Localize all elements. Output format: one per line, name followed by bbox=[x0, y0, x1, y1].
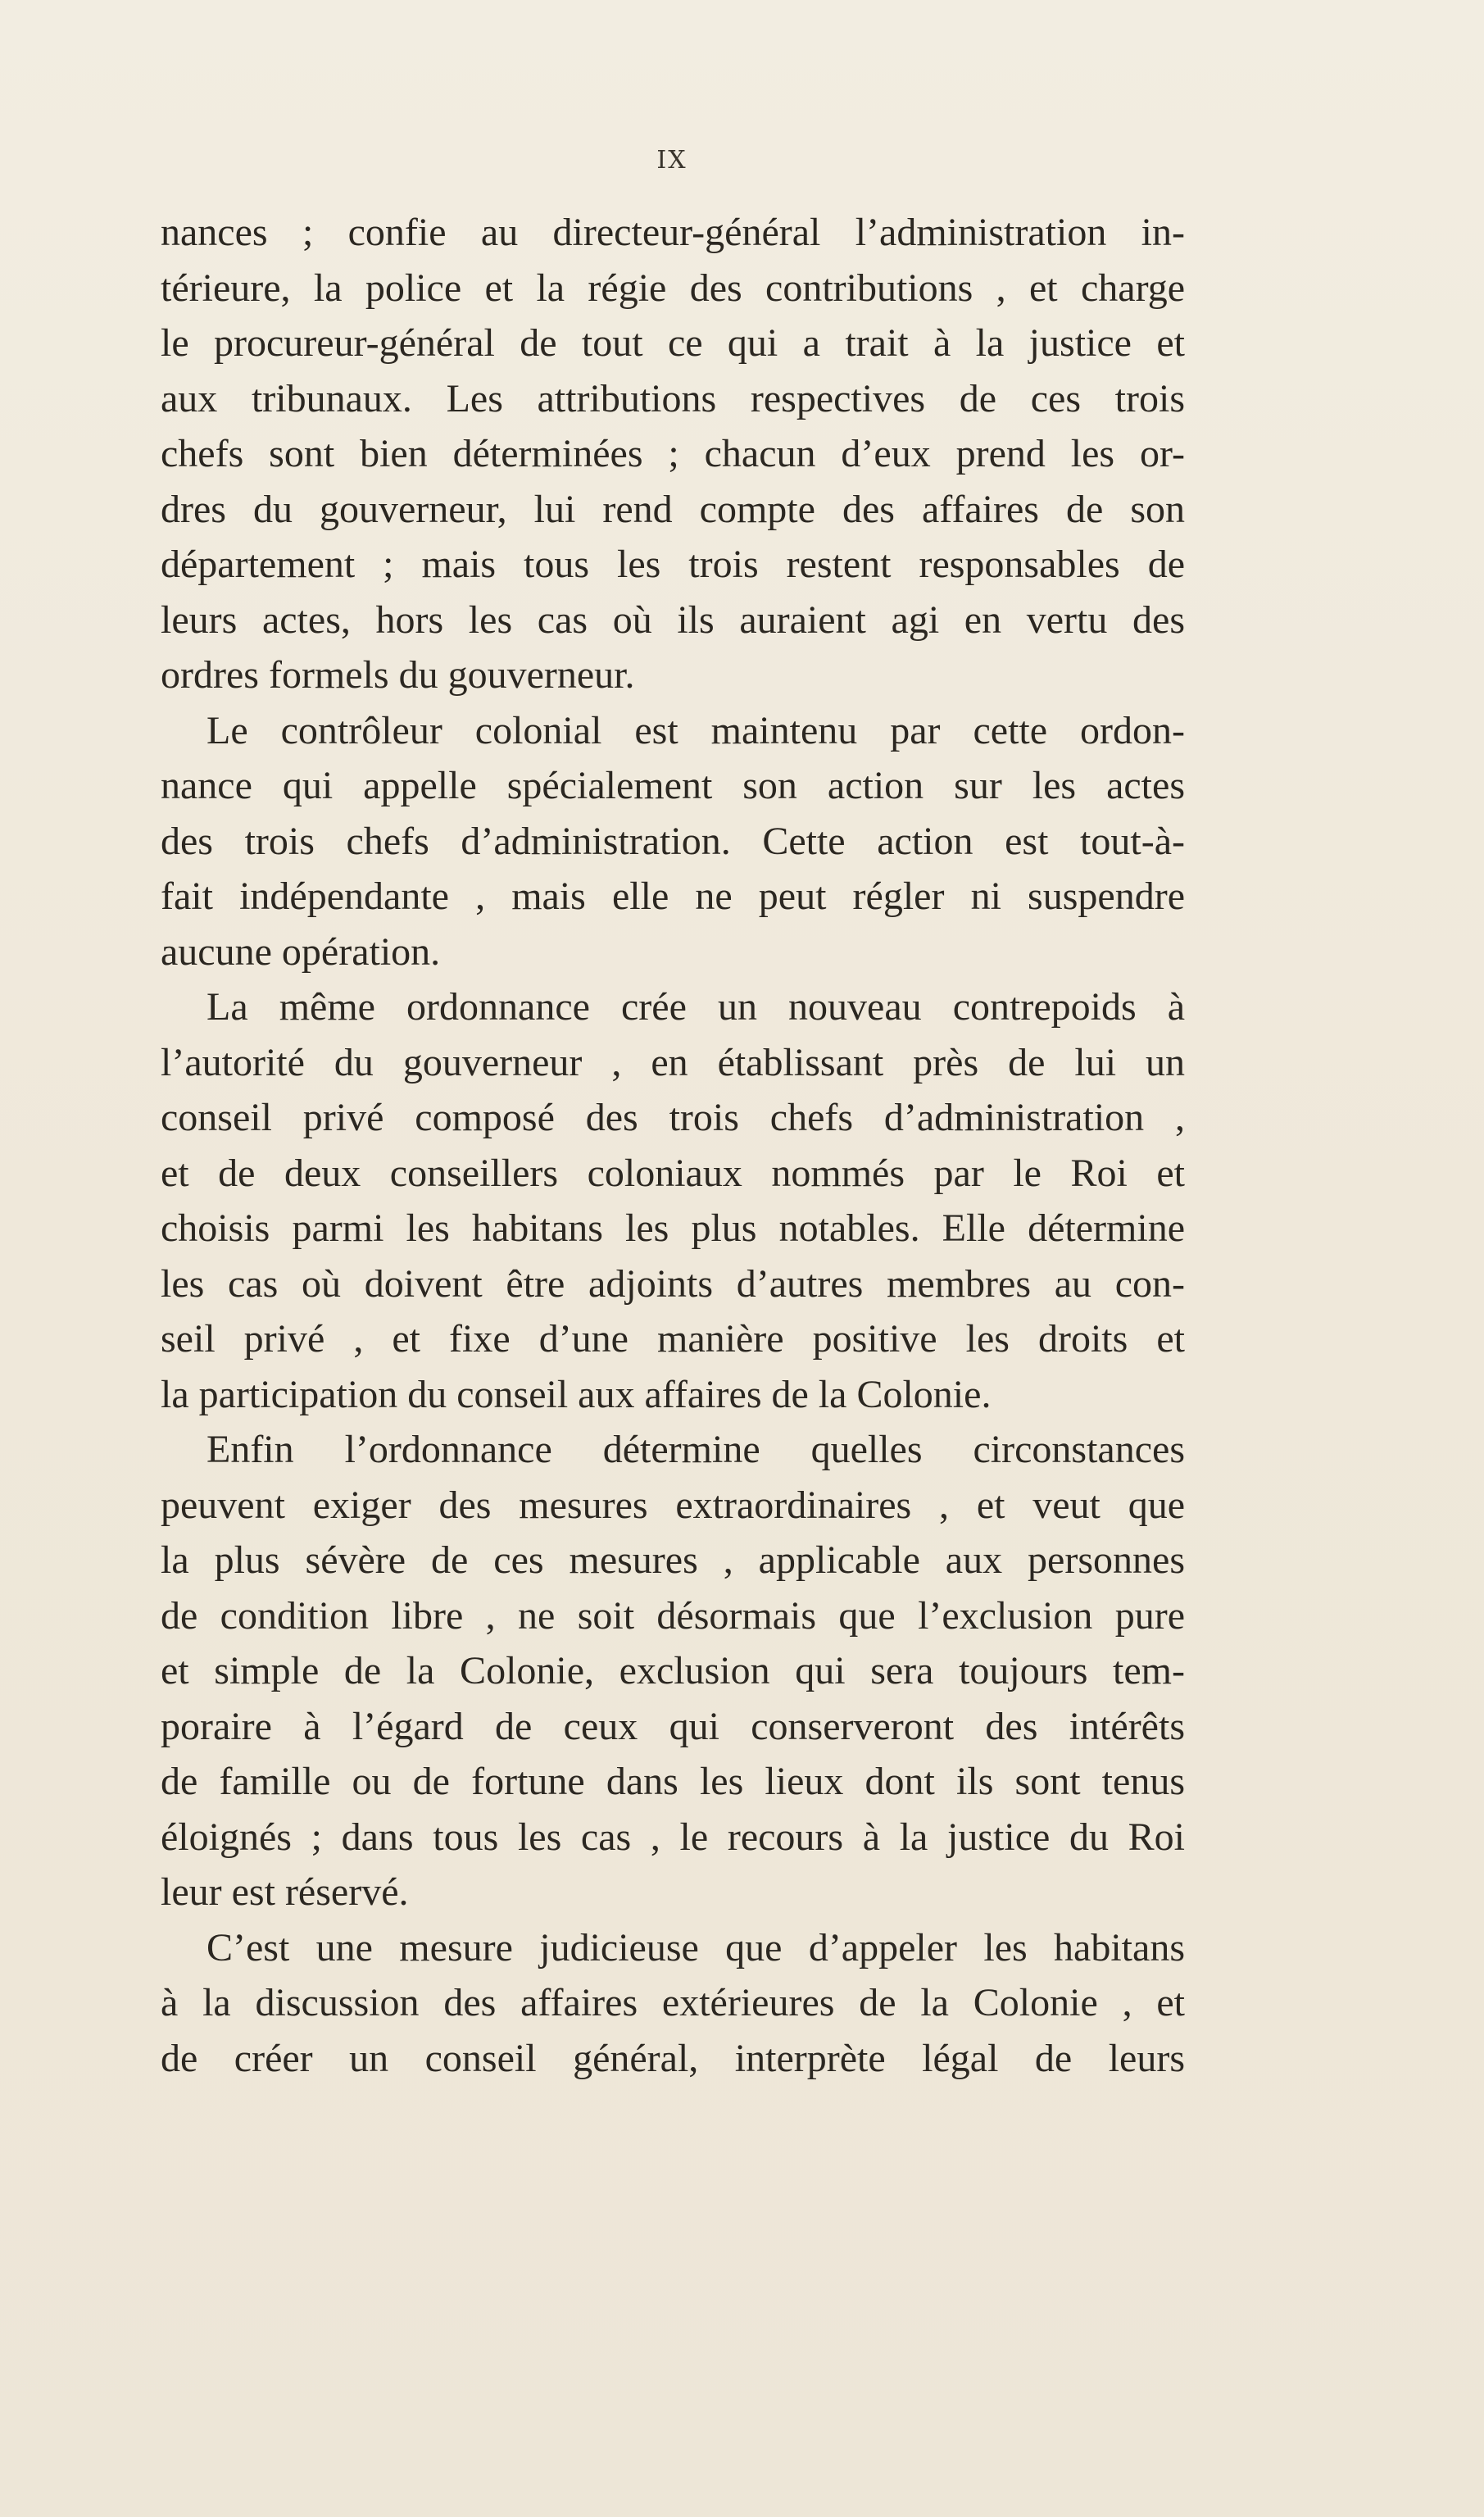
text-line: les cas où doivent être adjoints d’autres membres au con- bbox=[161, 1261, 1185, 1306]
text-line: Enfin l’ordonnance détermine quelles circonstances bbox=[206, 1428, 1185, 1471]
text-line: leurs actes, hors les cas où ils auraient agi en vertu des bbox=[161, 597, 1185, 642]
text-line: choisis parmi les habitans les plus notables. Elle détermine bbox=[161, 1206, 1185, 1250]
text-line: Le contrôleur colonial est maintenu par cette ordon- bbox=[206, 708, 1185, 752]
paragraph-1 bbox=[161, 205, 1185, 703]
page-number: IX bbox=[656, 146, 688, 175]
paragraph-5 bbox=[161, 1920, 1185, 2087]
text-line: éloignés ; dans tous les cas , le recours à la justice du Roi bbox=[161, 1815, 1185, 1859]
text-line: nances ; confie au directeur-général l’administration in- bbox=[161, 211, 1185, 254]
paragraph-3 bbox=[161, 979, 1185, 1422]
text-line: de famille ou de fortune dans les lieux dont ils sont tenus bbox=[161, 1760, 1185, 1803]
text-line: C’est une mesure judicieuse que d’appeler les habitans bbox=[206, 1925, 1185, 1970]
text-line: des trois chefs d’administration. Cette action est tout-à- bbox=[161, 819, 1185, 863]
text-line: à la discussion des affaires extérieures de la Colonie , et bbox=[161, 1981, 1185, 2024]
text-line: département ; mais tous les trois restent responsables de bbox=[161, 543, 1185, 586]
text-line: et simple de la Colonie, exclusion qui sera toujours tem- bbox=[161, 1649, 1185, 1692]
text-line: de condition libre , ne soit désormais que l’exclusion pure bbox=[161, 1593, 1185, 1638]
text-line: la participation du conseil aux affaires de la Colonie. bbox=[161, 1372, 992, 1416]
text-line: leur est réservé. bbox=[161, 1870, 409, 1914]
text-line: La même ordonnance crée un nouveau contrepoids à bbox=[206, 985, 1185, 1029]
text-line: fait indépendante , mais elle ne peut régler ni suspendre bbox=[161, 875, 1185, 918]
text-line: chefs sont bien déterminées ; chacun d’eux prend les or- bbox=[161, 432, 1185, 475]
text-line: le procureur-général de tout ce qui a trait à la justice et bbox=[161, 321, 1185, 365]
text-line: conseil privé composé des trois chefs d’administration , bbox=[161, 1096, 1185, 1139]
text-line: dres du gouverneur, lui rend compte des affaires de son bbox=[161, 487, 1185, 531]
text-line: de créer un conseil général, interprète légal de leurs bbox=[161, 2036, 1185, 2080]
text-line: seil privé , et fixe d’une manière positive les droits et bbox=[161, 1317, 1185, 1361]
text-line: térieure, la police et la régie des contributions , et charge bbox=[161, 266, 1185, 310]
paragraph-4 bbox=[161, 1422, 1185, 1920]
paragraph-2 bbox=[161, 703, 1185, 980]
text-line: et de deux conseillers coloniaux nommés par le Roi et bbox=[161, 1151, 1185, 1195]
text-line: l’autorité du gouverneur , en établissant près de lui un bbox=[161, 1040, 1185, 1084]
text-line: poraire à l’égard de ceux qui conserveront des intérêts bbox=[161, 1704, 1185, 1748]
text-line: peuvent exiger des mesures extraordinaires , et veut que bbox=[161, 1483, 1185, 1527]
text-line: la plus sévère de ces mesures , applicable aux personnes bbox=[161, 1538, 1185, 1582]
text-line: ordres formels du gouverneur. bbox=[161, 653, 635, 697]
body-text bbox=[161, 205, 1185, 2086]
text-line: nance qui appelle spécialement son action sur les actes bbox=[161, 764, 1185, 807]
text-line: aucune opération. bbox=[161, 929, 441, 974]
text-line: aux tribunaux. Les attributions respectives de ces trois bbox=[161, 376, 1185, 420]
